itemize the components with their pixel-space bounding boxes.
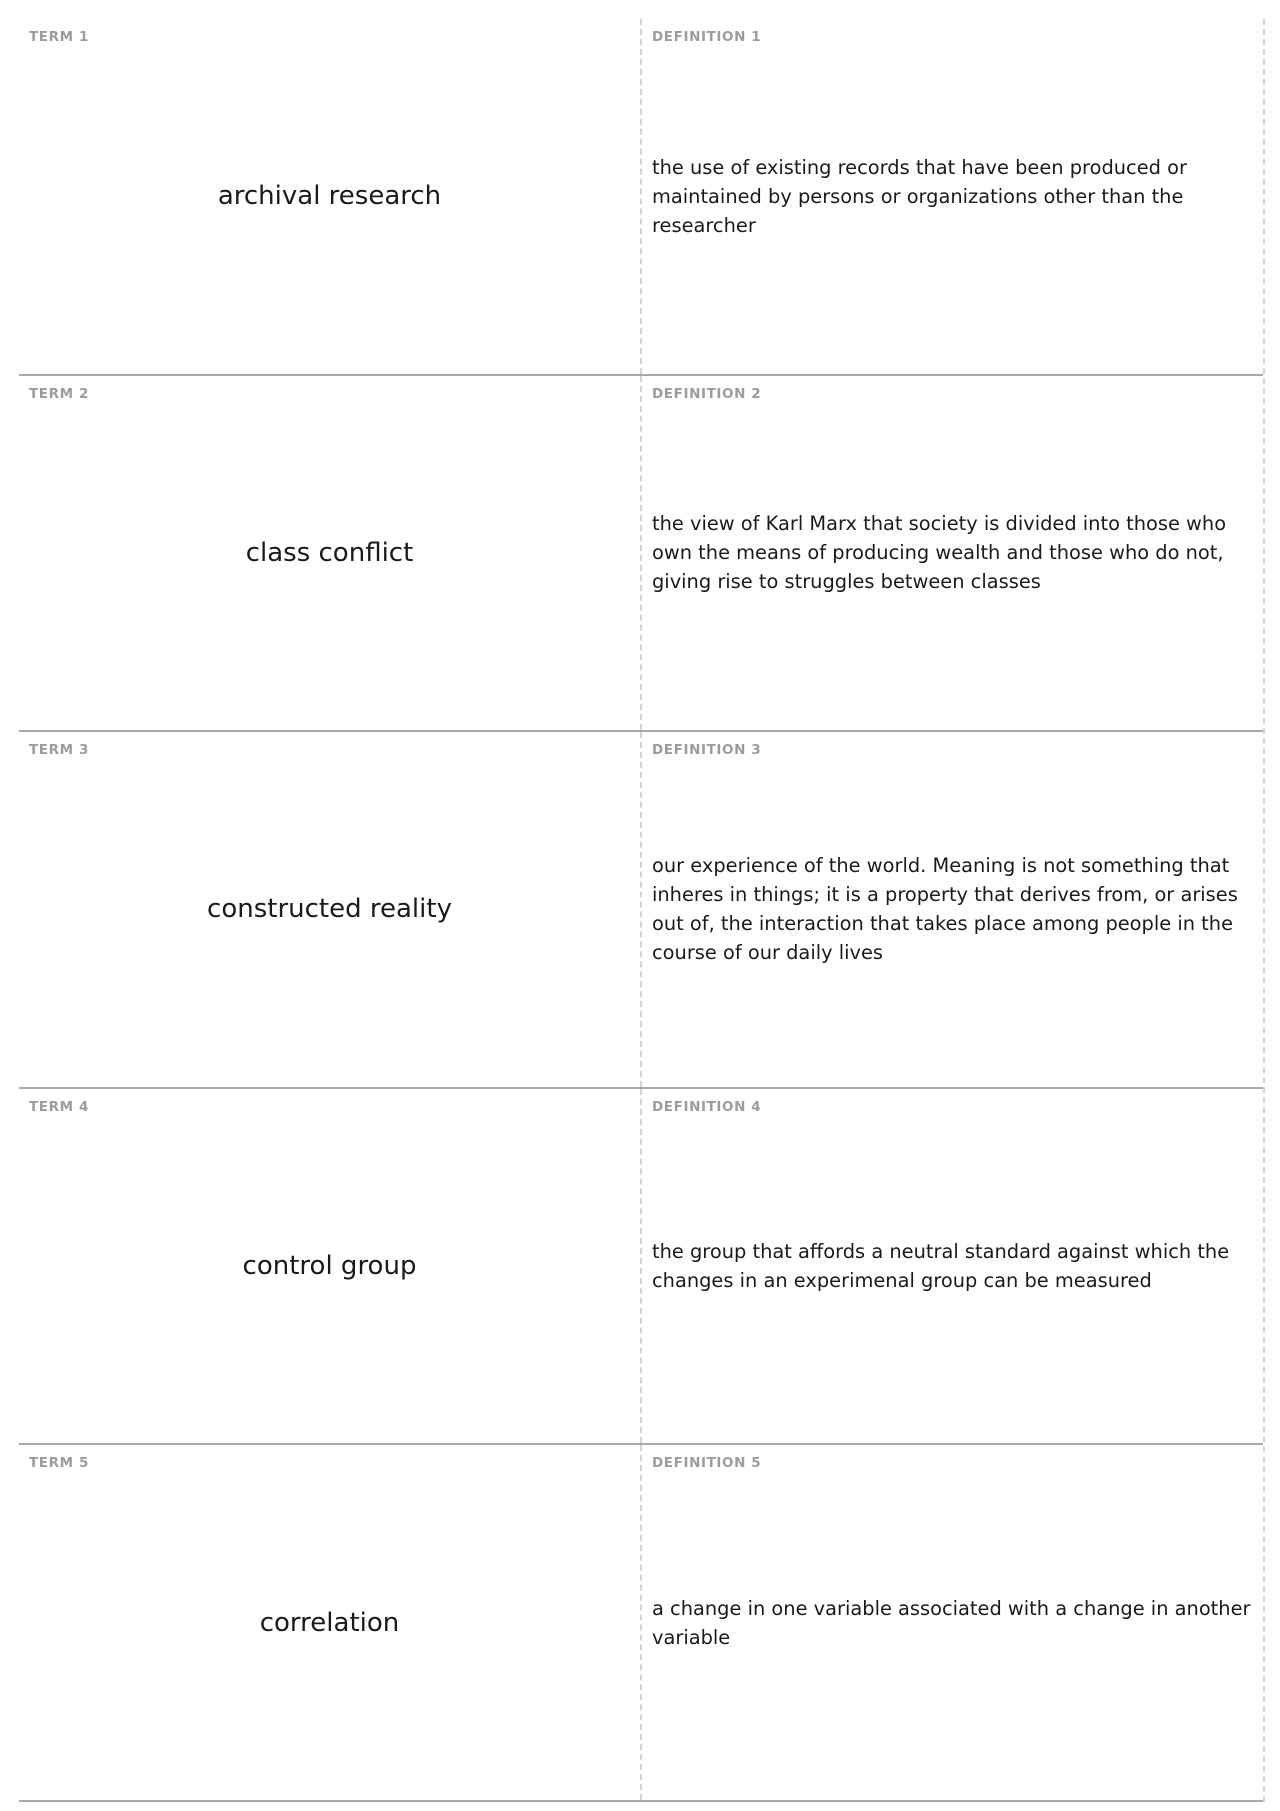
term-text: archival research — [217, 181, 442, 212]
term-cell — [19, 376, 642, 731]
flashcard-row-4 — [19, 1089, 1263, 1446]
definition-text: the group that affords a neutral standard against which the changes in an experimenal group can be measured — [652, 1240, 1230, 1293]
definition-text: the use of existing records that have been produced or maintained by persons or organizations other than the researcher — [652, 155, 1187, 237]
term-label: TERM 4 — [29, 1098, 89, 1115]
definition-label: DEFINITION 2 — [652, 385, 762, 402]
definition-text-wrap — [652, 1445, 1255, 1800]
definition-text: our experience of the world. Meaning is not something that inheres in things; it is a property that derives from, or arises out of, the interaction that takes place among people in the course of our daily lives — [652, 854, 1238, 965]
term-text: constructed reality — [207, 894, 452, 925]
term-cell — [19, 1089, 642, 1444]
definition-label: DEFINITION 3 — [652, 742, 762, 759]
term-text: correlation — [259, 1607, 400, 1638]
definition-text: the view of Karl Marx that society is divided into those who own the means of producing wealth and those who do not, giving rise to struggles between classes — [652, 512, 1227, 594]
term-cell — [19, 19, 642, 374]
term-cell — [19, 732, 642, 1087]
term-label: TERM 2 — [29, 385, 89, 402]
flashcard-row-3 — [19, 732, 1263, 1089]
flashcard-row-5 — [19, 1445, 1263, 1802]
flashcard-row-2 — [19, 376, 1263, 733]
definition-cell — [642, 1089, 1263, 1444]
flashcard-row-1 — [19, 19, 1263, 376]
flashcard-sheet — [19, 19, 1265, 1802]
term-label: TERM 5 — [29, 1455, 89, 1472]
definition-cell — [642, 1445, 1263, 1800]
definition-cell — [642, 732, 1263, 1087]
term-text: control group — [242, 1251, 417, 1282]
definition-cell — [642, 376, 1263, 731]
definition-text-wrap — [652, 19, 1255, 374]
definition-label: DEFINITION 1 — [652, 29, 762, 45]
definition-cell — [642, 19, 1263, 374]
definition-text-wrap — [652, 1089, 1255, 1444]
term-cell — [19, 1445, 642, 1800]
term-label: TERM 1 — [29, 29, 89, 45]
definition-label: DEFINITION 4 — [652, 1098, 762, 1115]
definition-text-wrap — [652, 376, 1255, 731]
term-text: class conflict — [245, 537, 414, 568]
definition-text: a change in one variable associated with a change in another variable — [652, 1596, 1251, 1649]
term-label: TERM 3 — [29, 742, 89, 759]
definition-text-wrap — [652, 732, 1255, 1087]
definition-label: DEFINITION 5 — [652, 1455, 762, 1472]
